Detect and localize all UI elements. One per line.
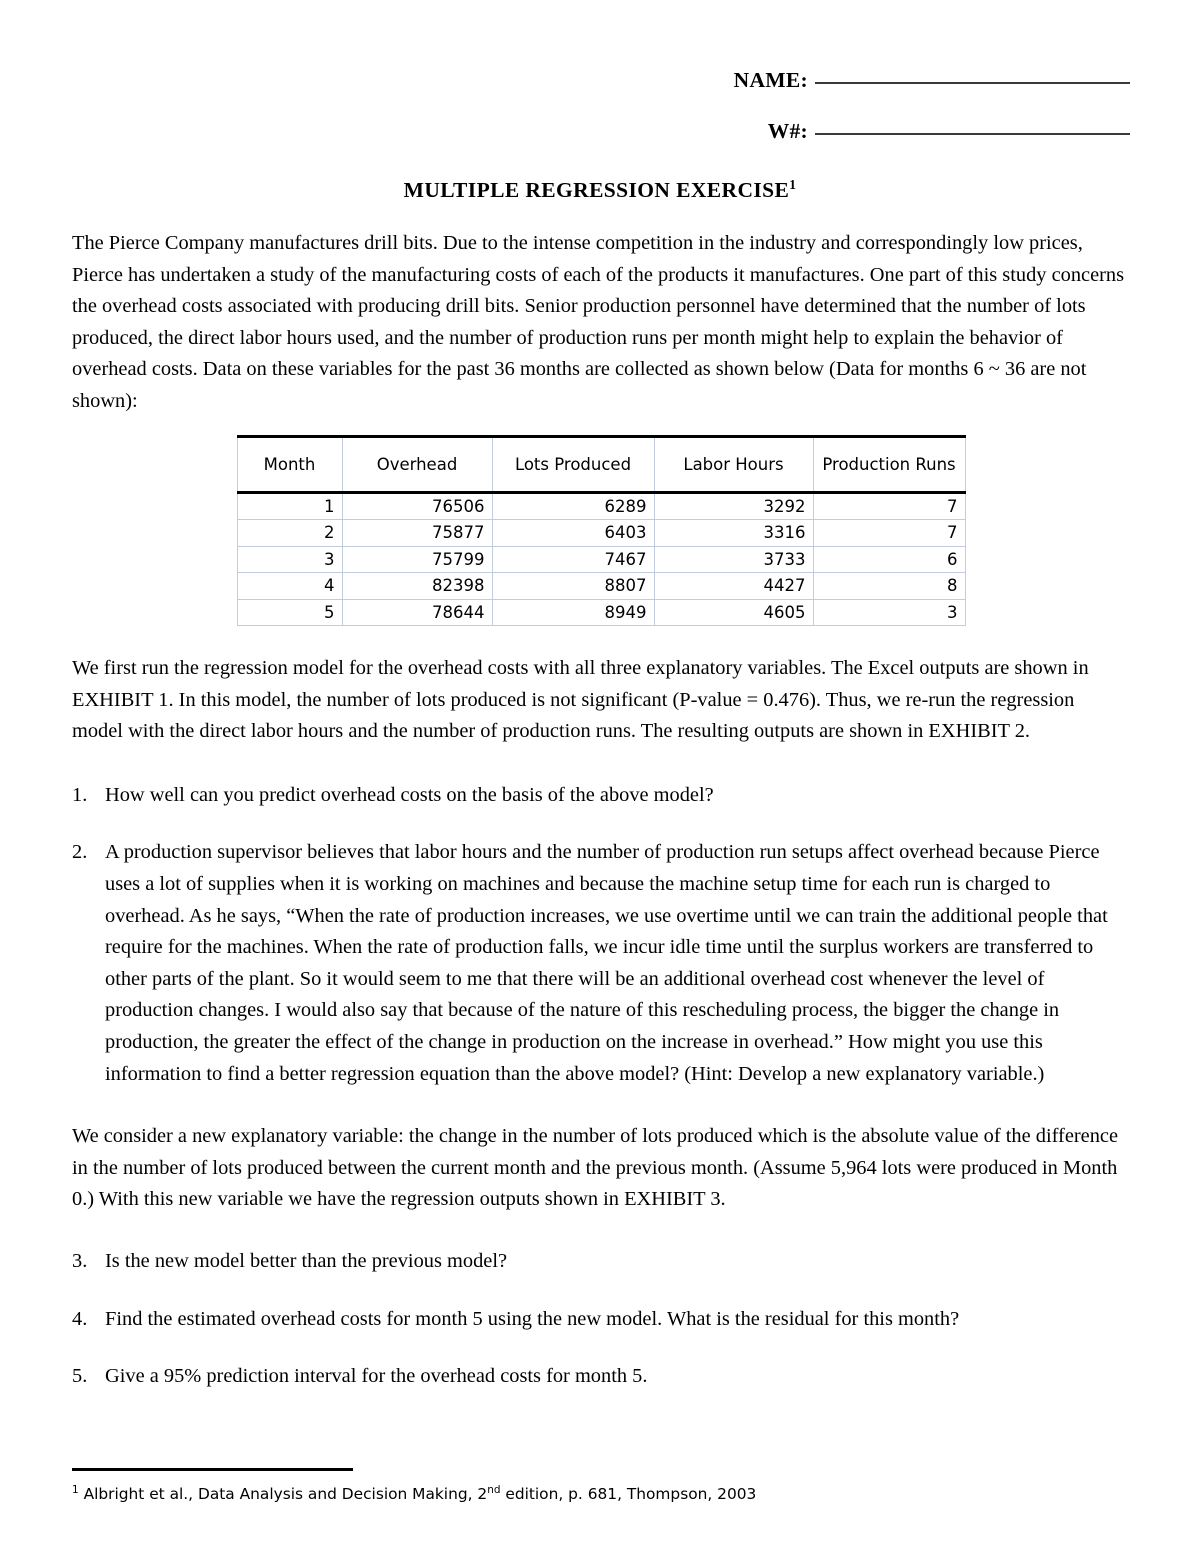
table-row	[237, 520, 965, 547]
cell-overhead: 75799	[342, 546, 492, 573]
monthly-data-table	[237, 435, 966, 627]
title-footnote-marker: 1	[789, 176, 797, 192]
table-row	[237, 546, 965, 573]
table-row	[237, 573, 965, 600]
name-blank-line[interactable]	[815, 82, 1130, 84]
column-header-production-runs: Production Runs	[813, 436, 965, 492]
model-paragraph: We first run the regression model for the overhead costs with all three explanatory variables. The Excel outputs are shown in EXHIBIT 1. In this model, the number of lots produced is not significant (P-value = 0.476). Thus, we re-run the regression model with the direct labor hours and the number of production runs. The resulting outputs are shown in EXHIBIT 2.	[72, 657, 1089, 743]
cell-labor-hours: 3733	[654, 546, 813, 573]
cell-production-runs: 6	[813, 546, 965, 573]
student-info-header	[72, 68, 1130, 170]
cell-lots-produced: 8807	[492, 573, 654, 600]
cell-lots-produced: 7467	[492, 546, 654, 573]
question-item-3	[72, 1246, 1130, 1278]
question-item-2	[72, 837, 1130, 1090]
question-text: Give a 95% prediction interval for the overhead costs for month 5.	[105, 1365, 648, 1388]
question-number: 2.	[72, 841, 88, 864]
page-title-text: MULTIPLE REGRESSION EXERCISE	[403, 178, 790, 202]
document-body	[72, 228, 1130, 1419]
footnote-separator	[72, 1468, 353, 1471]
cell-lots-produced: 6289	[492, 492, 654, 520]
footnote-marker: 1	[72, 1483, 79, 1496]
question-item-5	[72, 1361, 1130, 1393]
question-text: Is the new model better than the previous model?	[105, 1249, 508, 1272]
cell-labor-hours: 4427	[654, 573, 813, 600]
column-header-overhead: Overhead	[342, 436, 492, 492]
question-item-1	[72, 780, 1130, 812]
footnote-citation-after: edition, p. 681, Thompson, 2003	[500, 1485, 757, 1503]
cell-month: 3	[237, 546, 342, 573]
cell-production-runs: 7	[813, 492, 965, 520]
footnote-ordinal-suffix: nd	[487, 1483, 501, 1496]
cell-overhead: 75877	[342, 520, 492, 547]
footnote-citation-before: Albright et al., Data Analysis and Decision Making, 2	[78, 1485, 488, 1503]
question-number: 5.	[72, 1365, 88, 1388]
question-number: 4.	[72, 1307, 88, 1330]
table-row	[237, 599, 965, 626]
cell-month: 4	[237, 573, 342, 600]
table-header-row	[237, 436, 965, 492]
cell-labor-hours: 4605	[654, 599, 813, 626]
question-item-4	[72, 1304, 1130, 1336]
cell-production-runs: 3	[813, 599, 965, 626]
question-number: 1.	[72, 783, 88, 806]
cell-production-runs: 8	[813, 573, 965, 600]
data-table-container	[72, 435, 1130, 627]
cell-month: 1	[237, 492, 342, 520]
question-text: How well can you predict overhead costs on the basis of the above model?	[105, 783, 714, 806]
intro-paragraph: The Pierce Company manufactures drill bits. Due to the intense competition in the industry and correspondingly low prices, Pierce has undertaken a study of the manufacturing costs of each of the products it manufactures. One part of this study concerns the overhead costs associated with producing drill bits. Senior production personnel have determined that the number of lots produced, the direct labor hours used, and the number of production runs per month might help to explain the behavior of overhead costs. Data on these variables for the past 36 months are collected as shown below (Data for months 6 ~ 36 are not shown):	[72, 232, 1125, 412]
column-header-labor-hours: Labor Hours	[654, 436, 813, 492]
cell-month: 2	[237, 520, 342, 547]
cell-overhead: 78644	[342, 599, 492, 626]
table-row	[237, 492, 965, 520]
page-title	[0, 178, 1200, 203]
new-variable-paragraph: We consider a new explanatory variable: the change in the number of lots produced which is the absolute value of the difference in the number of lots produced between the current month and the previous month. (Assume 5,964 lots were produced in Month 0.) With this new variable we have the regression outputs shown in EXHIBIT 3.	[72, 1125, 1119, 1211]
footnote-text	[72, 1484, 1132, 1504]
cell-month: 5	[237, 599, 342, 626]
name-label: NAME:	[733, 68, 808, 92]
cell-production-runs: 7	[813, 520, 965, 547]
questions-list-first	[72, 780, 1130, 1090]
column-header-month: Month	[237, 436, 342, 492]
cell-labor-hours: 3292	[654, 492, 813, 520]
column-header-lots-produced: Lots Produced	[492, 436, 654, 492]
cell-labor-hours: 3316	[654, 520, 813, 547]
questions-list-second	[72, 1246, 1130, 1393]
wnumber-row	[72, 119, 1130, 144]
question-text: A production supervisor believes that labor hours and the number of production run setups affect overhead because Pierce uses a lot of supplies when it is working on machines and because the machine setup time for each run is charged to overhead. As he says, “When the rate of production increases, we use overtime until we can train the additional people that require for the machines. When the rate of production falls, we incur idle time until the surplus workers are transferred to other parts of the plant. So it would seem to me that there will be an additional overhead cost whenever the level of production changes. I would also say that because of the nature of this rescheduling process, the bigger the change in production, the greater the effect of the change in production on the increase in overhead.” How might you use this information to find a better regression equation than the above model? (Hint: Develop a new explanatory variable.)	[105, 841, 1108, 1085]
question-number: 3.	[72, 1249, 88, 1272]
question-text: Find the estimated overhead costs for month 5 using the new model. What is the residual for this month?	[105, 1307, 960, 1330]
wnumber-blank-line[interactable]	[815, 133, 1130, 135]
cell-lots-produced: 6403	[492, 520, 654, 547]
name-row	[72, 68, 1130, 93]
cell-overhead: 82398	[342, 573, 492, 600]
cell-lots-produced: 8949	[492, 599, 654, 626]
wnumber-label: W#:	[767, 119, 808, 143]
footnote-area	[72, 1468, 1132, 1504]
table-body	[237, 492, 965, 626]
cell-overhead: 76506	[342, 492, 492, 520]
